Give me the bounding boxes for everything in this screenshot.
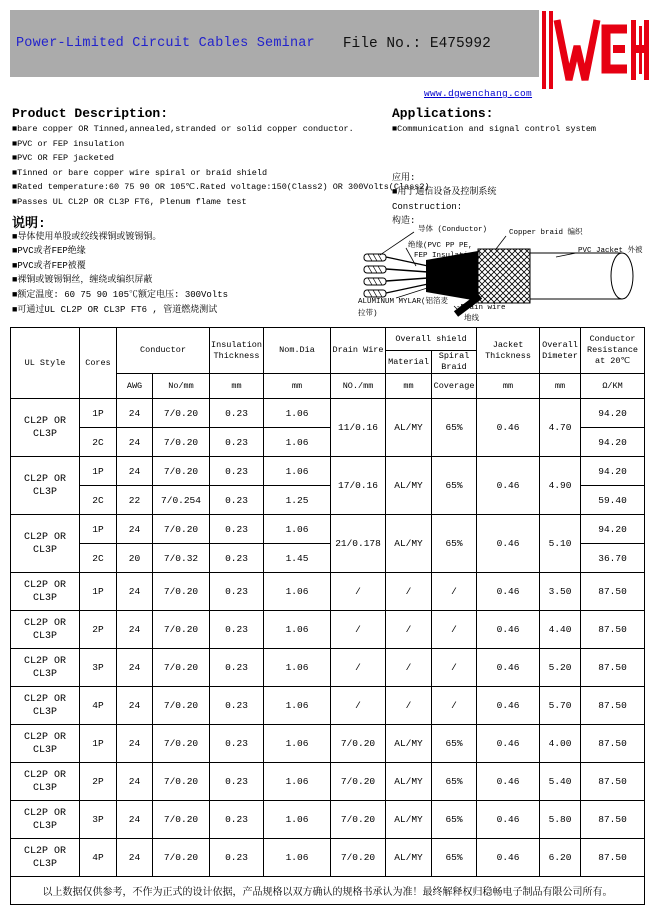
- table-cell: 0.23: [210, 544, 264, 573]
- table-cell: 22: [117, 486, 153, 515]
- file-number: File No.: E475992: [342, 35, 491, 52]
- table-cell: 0.46: [477, 515, 540, 573]
- table-cell: 2C: [80, 486, 117, 515]
- table-cell: 7/0.20: [153, 839, 210, 877]
- table-cell: 1.25: [264, 486, 331, 515]
- applications-section: [392, 106, 650, 228]
- table-cell: 0.23: [210, 725, 264, 763]
- table-cell: CL2P OR CL3P: [11, 515, 80, 573]
- table-cell: 24: [117, 457, 153, 486]
- table-row: [11, 649, 645, 687]
- diagram-label-insulation1: 绝缘(PVC PP PE,: [408, 242, 473, 250]
- col-header-conductor: Conductor: [117, 328, 210, 374]
- table-cell: 0.46: [477, 839, 540, 877]
- table-cell: /: [386, 573, 432, 611]
- table-cell: 0.46: [477, 801, 540, 839]
- table-cell: 1.06: [264, 573, 331, 611]
- table-header-row-1: [11, 328, 645, 351]
- table-cell: AL/MY: [386, 801, 432, 839]
- cable-construction-diagram: [356, 224, 652, 326]
- unit-mm-jkt: mm: [477, 374, 540, 399]
- table-cell: 0.23: [210, 801, 264, 839]
- table-cell: 7/0.20: [331, 763, 386, 801]
- disclaimer-note: 以上数据仅供参考，不作为正式的设计依据，产品规格以双方确认的规格书承认为准！最终解释权归稳畅电子制品有限公司所有。: [11, 877, 645, 905]
- table-cell: 1.45: [264, 544, 331, 573]
- description-cn-list: [12, 230, 388, 318]
- page-title: Power-Limited Circuit Cables Seminar: [16, 36, 315, 51]
- table-cell: 1.06: [264, 687, 331, 725]
- table-cell: 2C: [80, 428, 117, 457]
- wch-logo-icon: [540, 6, 652, 94]
- table-cell: 4P: [80, 687, 117, 725]
- table-cell: 24: [117, 725, 153, 763]
- unit-drain: NO./mm: [331, 374, 386, 399]
- table-cell: 24: [117, 611, 153, 649]
- table-cell: CL2P OR CL3P: [11, 725, 80, 763]
- table-cell: CL2P OR CL3P: [11, 763, 80, 801]
- col-header-overall-dia: Overall Dimeter: [540, 328, 581, 374]
- table-cell: 5.40: [540, 763, 581, 801]
- table-cell: 0.46: [477, 611, 540, 649]
- table-cell: AL/MY: [386, 839, 432, 877]
- table-row: [11, 399, 645, 428]
- table-cell: /: [432, 687, 477, 725]
- table-cell: CL2P OR CL3P: [11, 801, 80, 839]
- diagram-label-conductor: 导体 (Conductor): [418, 226, 488, 234]
- table-cell: CL2P OR CL3P: [11, 611, 80, 649]
- table-cell: 2P: [80, 611, 117, 649]
- table-cell: 7/0.20: [153, 687, 210, 725]
- table-cell: /: [432, 611, 477, 649]
- applications-list: [392, 122, 650, 137]
- col-header-drain-wire: Drain Wire: [331, 328, 386, 374]
- table-cell: 0.46: [477, 687, 540, 725]
- table-cell: 20: [117, 544, 153, 573]
- table-cell: 1.06: [264, 725, 331, 763]
- table-cell: 1P: [80, 457, 117, 486]
- table-cell: 24: [117, 763, 153, 801]
- table-cell: AL/MY: [386, 457, 432, 515]
- table-cell: 1.06: [264, 611, 331, 649]
- table-cell: 17/0.16: [331, 457, 386, 515]
- table-row: [11, 687, 645, 725]
- table-cell: /: [331, 649, 386, 687]
- table-cell: 65%: [432, 399, 477, 457]
- unit-mm-dia: mm: [264, 374, 331, 399]
- table-cell: 0.23: [210, 399, 264, 428]
- table-cell: /: [331, 611, 386, 649]
- table-cell: 0.23: [210, 486, 264, 515]
- diagram-label-mylar1: ALUMINUM MYLAR(铝箔麦: [358, 298, 449, 306]
- table-cell: 59.40: [581, 486, 645, 515]
- table-cell: 4P: [80, 839, 117, 877]
- table-cell: 7/0.20: [153, 725, 210, 763]
- unit-awg: AWG: [117, 374, 153, 399]
- spec-table-body: [11, 399, 645, 877]
- table-row: [11, 457, 645, 486]
- col-header-jacket: Jacket Thickness: [477, 328, 540, 374]
- table-cell: 2P: [80, 763, 117, 801]
- table-cell: 21/0.178: [331, 515, 386, 573]
- col-header-insulation: Insulation Thickness: [210, 328, 264, 374]
- unit-mm-ins: mm: [210, 374, 264, 399]
- table-cell: 1.06: [264, 399, 331, 428]
- table-cell: 94.20: [581, 457, 645, 486]
- table-row: [11, 573, 645, 611]
- col-header-ul-style: UL Style: [11, 328, 80, 399]
- table-cell: 2C: [80, 544, 117, 573]
- table-cell: 87.50: [581, 801, 645, 839]
- table-cell: 24: [117, 839, 153, 877]
- table-cell: 24: [117, 573, 153, 611]
- table-cell: 87.50: [581, 763, 645, 801]
- table-cell: 87.50: [581, 573, 645, 611]
- col-header-cores: Cores: [80, 328, 117, 399]
- table-note-row: [11, 877, 645, 905]
- table-cell: 7/0.20: [153, 428, 210, 457]
- table-cell: 1P: [80, 573, 117, 611]
- diagram-label-drain2: 地线: [464, 315, 479, 323]
- table-cell: 7/0.20: [331, 801, 386, 839]
- list-item: ■Communication and signal control system: [392, 124, 597, 134]
- table-cell: /: [432, 649, 477, 687]
- table-cell: 0.23: [210, 457, 264, 486]
- list-item: ■bare copper OR Tinned,annealed,stranded or solid copper conductor.: [12, 124, 354, 134]
- table-cell: 1.06: [264, 801, 331, 839]
- table-cell: 7/0.20: [331, 839, 386, 877]
- table-cell: 1P: [80, 399, 117, 428]
- table-cell: 5.70: [540, 687, 581, 725]
- table-cell: 0.23: [210, 763, 264, 801]
- list-item: ■Tinned or bare copper wire spiral or braid shield: [12, 167, 268, 178]
- table-cell: 0.23: [210, 573, 264, 611]
- table-cell: 4.00: [540, 725, 581, 763]
- header-bar: [10, 10, 539, 77]
- table-cell: 0.23: [210, 515, 264, 544]
- description-cn-heading: 说明:: [12, 215, 46, 231]
- table-row: [11, 515, 645, 544]
- spec-table: [10, 327, 645, 905]
- table-cell: 0.23: [210, 428, 264, 457]
- table-cell: CL2P OR CL3P: [11, 399, 80, 457]
- table-cell: 36.70: [581, 544, 645, 573]
- list-item: ■PVC或者FEP被覆: [12, 260, 86, 271]
- table-cell: 3P: [80, 649, 117, 687]
- table-cell: 7/0.20: [153, 801, 210, 839]
- table-cell: 94.20: [581, 515, 645, 544]
- table-row: [11, 611, 645, 649]
- table-cell: 24: [117, 399, 153, 428]
- table-cell: AL/MY: [386, 515, 432, 573]
- table-cell: 24: [117, 428, 153, 457]
- table-cell: 65%: [432, 457, 477, 515]
- list-item: ■PVC或者FEP绝缘: [12, 246, 86, 257]
- list-item: ■导体使用单股或绞线裸铜或镀锡铜。: [12, 231, 162, 242]
- table-cell: 1.06: [264, 515, 331, 544]
- table-cell: 3.50: [540, 573, 581, 611]
- table-cell: CL2P OR CL3P: [11, 687, 80, 725]
- table-cell: AL/MY: [386, 763, 432, 801]
- table-cell: 0.46: [477, 573, 540, 611]
- table-cell: /: [331, 687, 386, 725]
- table-cell: 1P: [80, 515, 117, 544]
- table-cell: 65%: [432, 839, 477, 877]
- table-cell: 65%: [432, 801, 477, 839]
- table-cell: 0.46: [477, 725, 540, 763]
- table-cell: 1.06: [264, 428, 331, 457]
- unit-no-mm: No/mm: [153, 374, 210, 399]
- table-cell: 0.46: [477, 399, 540, 457]
- list-item: ■额定温度: 60 75 90 105℃额定电压: 300Volts: [12, 289, 229, 300]
- diagram-label-jacket: PVC Jacket 外被: [578, 247, 643, 255]
- applications-cn-list: [392, 185, 650, 200]
- table-cell: 0.23: [210, 649, 264, 687]
- table-cell: 7/0.20: [153, 399, 210, 428]
- table-cell: 0.23: [210, 687, 264, 725]
- table-cell: 7/0.254: [153, 486, 210, 515]
- table-cell: AL/MY: [386, 399, 432, 457]
- applications-heading: Applications:: [392, 106, 494, 121]
- table-cell: 65%: [432, 515, 477, 573]
- table-cell: /: [386, 611, 432, 649]
- table-cell: 24: [117, 515, 153, 544]
- list-item: ■Rated temperature:60 75 90 OR 105℃.Rated voltage:150(Class2) OR 300Volts(Class2): [12, 182, 430, 193]
- table-cell: 87.50: [581, 839, 645, 877]
- table-cell: 6.20: [540, 839, 581, 877]
- table-cell: 0.23: [210, 839, 264, 877]
- table-row: [11, 839, 645, 877]
- list-item: ■用于通信设备及控制系统: [392, 187, 497, 197]
- product-description-heading: Product Description:: [12, 106, 169, 121]
- table-cell: 7/0.20: [153, 763, 210, 801]
- table-cell: 5.20: [540, 649, 581, 687]
- table-cell: 1P: [80, 725, 117, 763]
- table-cell: /: [331, 573, 386, 611]
- list-item: ■Passes UL CL2P OR CL3P FT6, Plenum flame test: [12, 196, 247, 207]
- table-cell: 3P: [80, 801, 117, 839]
- table-cell: 7/0.32: [153, 544, 210, 573]
- table-cell: 94.20: [581, 428, 645, 457]
- table-row: [11, 801, 645, 839]
- table-row: [11, 763, 645, 801]
- table-cell: 7/0.20: [153, 515, 210, 544]
- table-cell: 1.06: [264, 457, 331, 486]
- unit-ohm: Ω/KM: [581, 374, 645, 399]
- table-cell: 7/0.20: [331, 725, 386, 763]
- table-cell: 87.50: [581, 611, 645, 649]
- table-cell: 0.46: [477, 457, 540, 515]
- diagram-label-mylar2: 拉带): [358, 310, 378, 318]
- construction-cn-heading: 构造:: [392, 216, 416, 226]
- unit-mm-mat: mm: [386, 374, 432, 399]
- table-cell: 7/0.20: [153, 611, 210, 649]
- table-cell: 11/0.16: [331, 399, 386, 457]
- list-item: ■裸铜或镀锡铜丝，缠绕或编织屏蔽: [12, 275, 153, 286]
- table-cell: 4.70: [540, 399, 581, 457]
- table-cell: 87.50: [581, 687, 645, 725]
- table-cell: 7/0.20: [153, 457, 210, 486]
- diagram-label-drain1: -Drain wire: [456, 304, 506, 312]
- table-cell: 24: [117, 801, 153, 839]
- list-item: ■PVC OR FEP jacketed: [12, 153, 115, 164]
- col-header-spiral-braid: Spiral Braid: [432, 351, 477, 374]
- unit-mm-od: mm: [540, 374, 581, 399]
- table-row: [11, 725, 645, 763]
- table-cell: 65%: [432, 763, 477, 801]
- table-cell: 65%: [432, 725, 477, 763]
- table-cell: 4.90: [540, 457, 581, 515]
- table-cell: CL2P OR CL3P: [11, 457, 80, 515]
- construction-heading: Construction:: [392, 201, 463, 212]
- table-cell: AL/MY: [386, 725, 432, 763]
- website-link[interactable]: www.dgwenchang.com: [424, 88, 533, 99]
- table-cell: /: [432, 573, 477, 611]
- table-cell: 0.23: [210, 611, 264, 649]
- table-cell: 0.46: [477, 763, 540, 801]
- list-item: ■PVC or FEP insulation: [12, 138, 125, 149]
- table-cell: 87.50: [581, 649, 645, 687]
- table-cell: 1.06: [264, 763, 331, 801]
- list-item: ■可通过UL CL2P OR CL3P FT6 , 管道燃烧测试: [12, 304, 218, 315]
- table-cell: 0.46: [477, 649, 540, 687]
- table-cell: 5.10: [540, 515, 581, 573]
- table-cell: 24: [117, 649, 153, 687]
- diagram-label-insulation2: FEP Insulation): [414, 252, 482, 260]
- col-header-material: Material: [386, 351, 432, 374]
- table-cell: 7/0.20: [153, 573, 210, 611]
- table-cell: 5.80: [540, 801, 581, 839]
- col-header-resistance: Conductor Resistance at 20℃: [581, 328, 645, 374]
- table-cell: 1.06: [264, 649, 331, 687]
- unit-coverage: Coverage: [432, 374, 477, 399]
- table-cell: 1.06: [264, 839, 331, 877]
- col-header-overall-shield: Overall shield: [386, 328, 477, 351]
- table-cell: 7/0.20: [153, 649, 210, 687]
- table-cell: 4.40: [540, 611, 581, 649]
- diagram-label-braid: Copper braid 编织: [509, 229, 583, 237]
- table-cell: /: [386, 687, 432, 725]
- table-cell: 24: [117, 687, 153, 725]
- table-cell: 94.20: [581, 399, 645, 428]
- table-cell: CL2P OR CL3P: [11, 573, 80, 611]
- table-cell: /: [386, 649, 432, 687]
- table-cell: CL2P OR CL3P: [11, 649, 80, 687]
- company-logo: [540, 6, 652, 94]
- col-header-nom-dia: Nom.Dia: [264, 328, 331, 374]
- applications-cn-heading: 应用:: [392, 172, 416, 183]
- table-cell: 87.50: [581, 725, 645, 763]
- table-cell: CL2P OR CL3P: [11, 839, 80, 877]
